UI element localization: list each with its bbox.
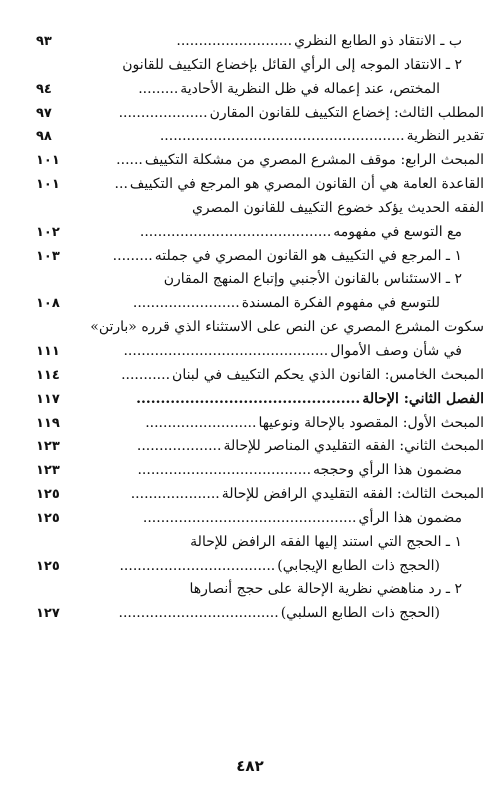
toc-entry-text: المبحث الثالث: الفقه التقليدي الرافض للإحالة xyxy=(221,486,484,503)
toc-page-number: ١١٧ xyxy=(36,391,60,407)
toc-leader-dots: ................................... xyxy=(119,557,276,574)
toc-page-number: ٩٤ xyxy=(36,81,52,97)
toc-entry-title xyxy=(190,531,462,555)
toc-page-number: ١٢٣ xyxy=(36,463,60,479)
toc-entry xyxy=(36,340,484,364)
toc-entry xyxy=(36,149,484,173)
toc-entry-text: ١ ـ المرجع في التكييف هو القانون المصري في جملته xyxy=(154,247,462,264)
toc-entry-text: (الحجج ذات الطابع السلبي) xyxy=(280,605,440,622)
toc-page-number: ٩٧ xyxy=(36,105,52,121)
toc-entry-title xyxy=(119,555,440,579)
toc-entry-text: المبحث الأول: المقصود بالإحالة ونوعيها xyxy=(258,414,484,431)
toc-leader-dots: ........... xyxy=(121,366,171,383)
toc-entry xyxy=(36,173,484,197)
toc-entry-text: القاعدة العامة هي أن القانون المصري هو المرجع في التكييف xyxy=(129,176,484,193)
toc-leader-dots: ...... xyxy=(116,152,143,169)
toc-entry-title xyxy=(131,483,484,507)
toc-entry-text: ١ ـ الحجج التي استند إليها الفقه الرافض للإحالة xyxy=(190,533,462,550)
toc-entry-title xyxy=(90,316,484,340)
toc-entry-text: ٢ ـ رد مناهضي نظرية الإحالة على حجج أنصارها xyxy=(189,581,462,598)
toc-leader-dots: .................................... xyxy=(118,605,279,622)
toc-leader-dots: ......... xyxy=(112,247,153,264)
toc-entry-title xyxy=(115,173,484,197)
toc-entry-title xyxy=(140,221,462,245)
toc-entry xyxy=(36,388,484,412)
toc-leader-dots: ....................................... xyxy=(137,462,312,479)
toc-entry xyxy=(36,555,484,579)
toc-entry-title xyxy=(133,292,440,316)
toc-entry xyxy=(36,245,484,269)
toc-leader-dots: .......................... xyxy=(176,33,293,49)
toc-entry-title xyxy=(164,268,462,292)
toc-leader-dots: .................... xyxy=(118,104,208,121)
toc-entry-text: في شأن وصف الأموال xyxy=(330,342,462,359)
toc-entry-text: المختص، عند إعماله في ظل النظرية الأحادية xyxy=(180,80,440,97)
toc-entry-text: مع التوسع في مفهومه xyxy=(333,223,462,240)
toc-entry-title xyxy=(138,78,440,102)
toc-entry xyxy=(36,221,484,245)
toc-entry-text: المبحث الثاني: الفقه التقليدي المناصر للإحالة xyxy=(223,438,484,455)
toc-page-number: ٩٣ xyxy=(36,34,52,49)
toc-entry-text: سكوت المشرع المصري عن النص على الاستثناء الذي قرره «بارتن» xyxy=(90,319,484,336)
toc-page-number: ١٠٣ xyxy=(36,248,60,264)
toc-leader-dots: ... xyxy=(114,176,128,193)
toc-entry-text: للتوسع في مفهوم الفكرة المسندة xyxy=(241,295,440,312)
toc-page-number: ١١٤ xyxy=(36,367,60,383)
toc-page-number: ١٠٢ xyxy=(36,224,60,240)
toc-entry-title xyxy=(113,245,462,269)
toc-entry-text: المبحث الرابع: موقف المشرع المصري من مشكلة التكييف xyxy=(144,152,484,169)
table-of-contents xyxy=(36,30,484,626)
toc-entry xyxy=(36,197,484,221)
toc-entry xyxy=(36,483,484,507)
toc-entry-text: الفصل الثاني: الإحالة xyxy=(362,390,484,407)
toc-entry-title xyxy=(176,30,462,54)
toc-entry-text: (الحجج ذات الطابع الإيجابي) xyxy=(277,557,440,574)
toc-leader-dots: ................... xyxy=(136,438,222,455)
toc-entry xyxy=(36,292,484,316)
toc-leader-dots: ....................................................... xyxy=(159,128,405,145)
toc-leader-dots: ........................ xyxy=(132,295,240,312)
toc-leader-dots: ........................................... xyxy=(139,223,332,240)
toc-entry-text: مضمون هذا الرأي وحججه xyxy=(313,462,462,479)
toc-entry-title xyxy=(122,54,462,78)
toc-entry-title xyxy=(160,125,484,149)
toc-entry xyxy=(36,412,484,436)
toc-entry xyxy=(36,268,484,292)
toc-entry-title xyxy=(192,197,484,221)
toc-page-number: ١٢٧ xyxy=(36,606,60,622)
toc-entry xyxy=(36,531,484,555)
toc-entry-text: مضمون هذا الرأي xyxy=(358,509,462,526)
toc-entry-title xyxy=(121,364,484,388)
toc-entry xyxy=(36,459,484,483)
toc-leader-dots: ......... xyxy=(138,80,179,97)
toc-page-number: ١٢٥ xyxy=(36,510,60,526)
toc-entry xyxy=(36,507,484,531)
toc-entry-title xyxy=(136,388,484,412)
page-number-footer: ٤٨٢ xyxy=(236,757,264,775)
toc-entry-title xyxy=(145,412,484,436)
toc-page-number: ١١٩ xyxy=(36,415,60,431)
toc-entry-title xyxy=(116,149,484,173)
toc-page-number: ١٠١ xyxy=(36,153,60,169)
toc-entry-title xyxy=(137,435,484,459)
toc-entry-text: المبحث الخامس: القانون الذي يحكم التكييف في لبنان xyxy=(172,366,484,383)
toc-leader-dots: .............................................. xyxy=(136,390,361,407)
toc-leader-dots: ......................... xyxy=(145,414,257,431)
toc-entry-text: ب ـ الانتقاد ذو الطابع النظري xyxy=(294,33,462,49)
toc-entry xyxy=(36,602,484,626)
toc-entry xyxy=(36,435,484,459)
toc-entry-title xyxy=(119,102,484,126)
toc-entry xyxy=(36,30,484,54)
toc-page-number: ١٢٣ xyxy=(36,439,60,455)
toc-page-number: ١٠١ xyxy=(36,177,60,193)
toc-page-number: ١٢٥ xyxy=(36,487,60,503)
toc-leader-dots: ................................................ xyxy=(142,509,357,526)
toc-page-number: ٩٨ xyxy=(36,129,52,145)
toc-entry-title xyxy=(143,507,462,531)
toc-entry-text: المطلب الثالث: إخضاع التكييف للقانون المقارن xyxy=(209,104,484,121)
toc-page-number: ١٢٥ xyxy=(36,558,60,574)
toc-entry xyxy=(36,316,484,340)
toc-leader-dots: .............................................. xyxy=(123,342,329,359)
toc-entry-text: تقدير النظرية xyxy=(406,128,484,145)
toc-leader-dots: .................... xyxy=(130,486,220,503)
toc-page-number: ١١١ xyxy=(36,343,60,359)
toc-entry-title xyxy=(123,340,462,364)
toc-entry-text: ٢ ـ الاستئناس بالقانون الأجنبي وإتباع المنهج المقارن xyxy=(163,271,462,288)
toc-page-number: ١٠٨ xyxy=(36,296,60,312)
toc-entry-text: الفقه الحديث يؤكد خضوع التكييف للقانون المصري xyxy=(191,199,484,216)
toc-entry xyxy=(36,102,484,126)
toc-entry xyxy=(36,125,484,149)
toc-entry xyxy=(36,78,484,102)
toc-entry xyxy=(36,364,484,388)
toc-entry xyxy=(36,578,484,602)
toc-entry-title xyxy=(119,602,441,626)
toc-entry-title xyxy=(137,459,462,483)
toc-entry xyxy=(36,54,484,78)
toc-entry-title xyxy=(190,578,462,602)
toc-entry-text: ٢ ـ الانتقاد الموجه إلى الرأي القائل بإخضاع التكييف للقانون xyxy=(122,56,462,73)
